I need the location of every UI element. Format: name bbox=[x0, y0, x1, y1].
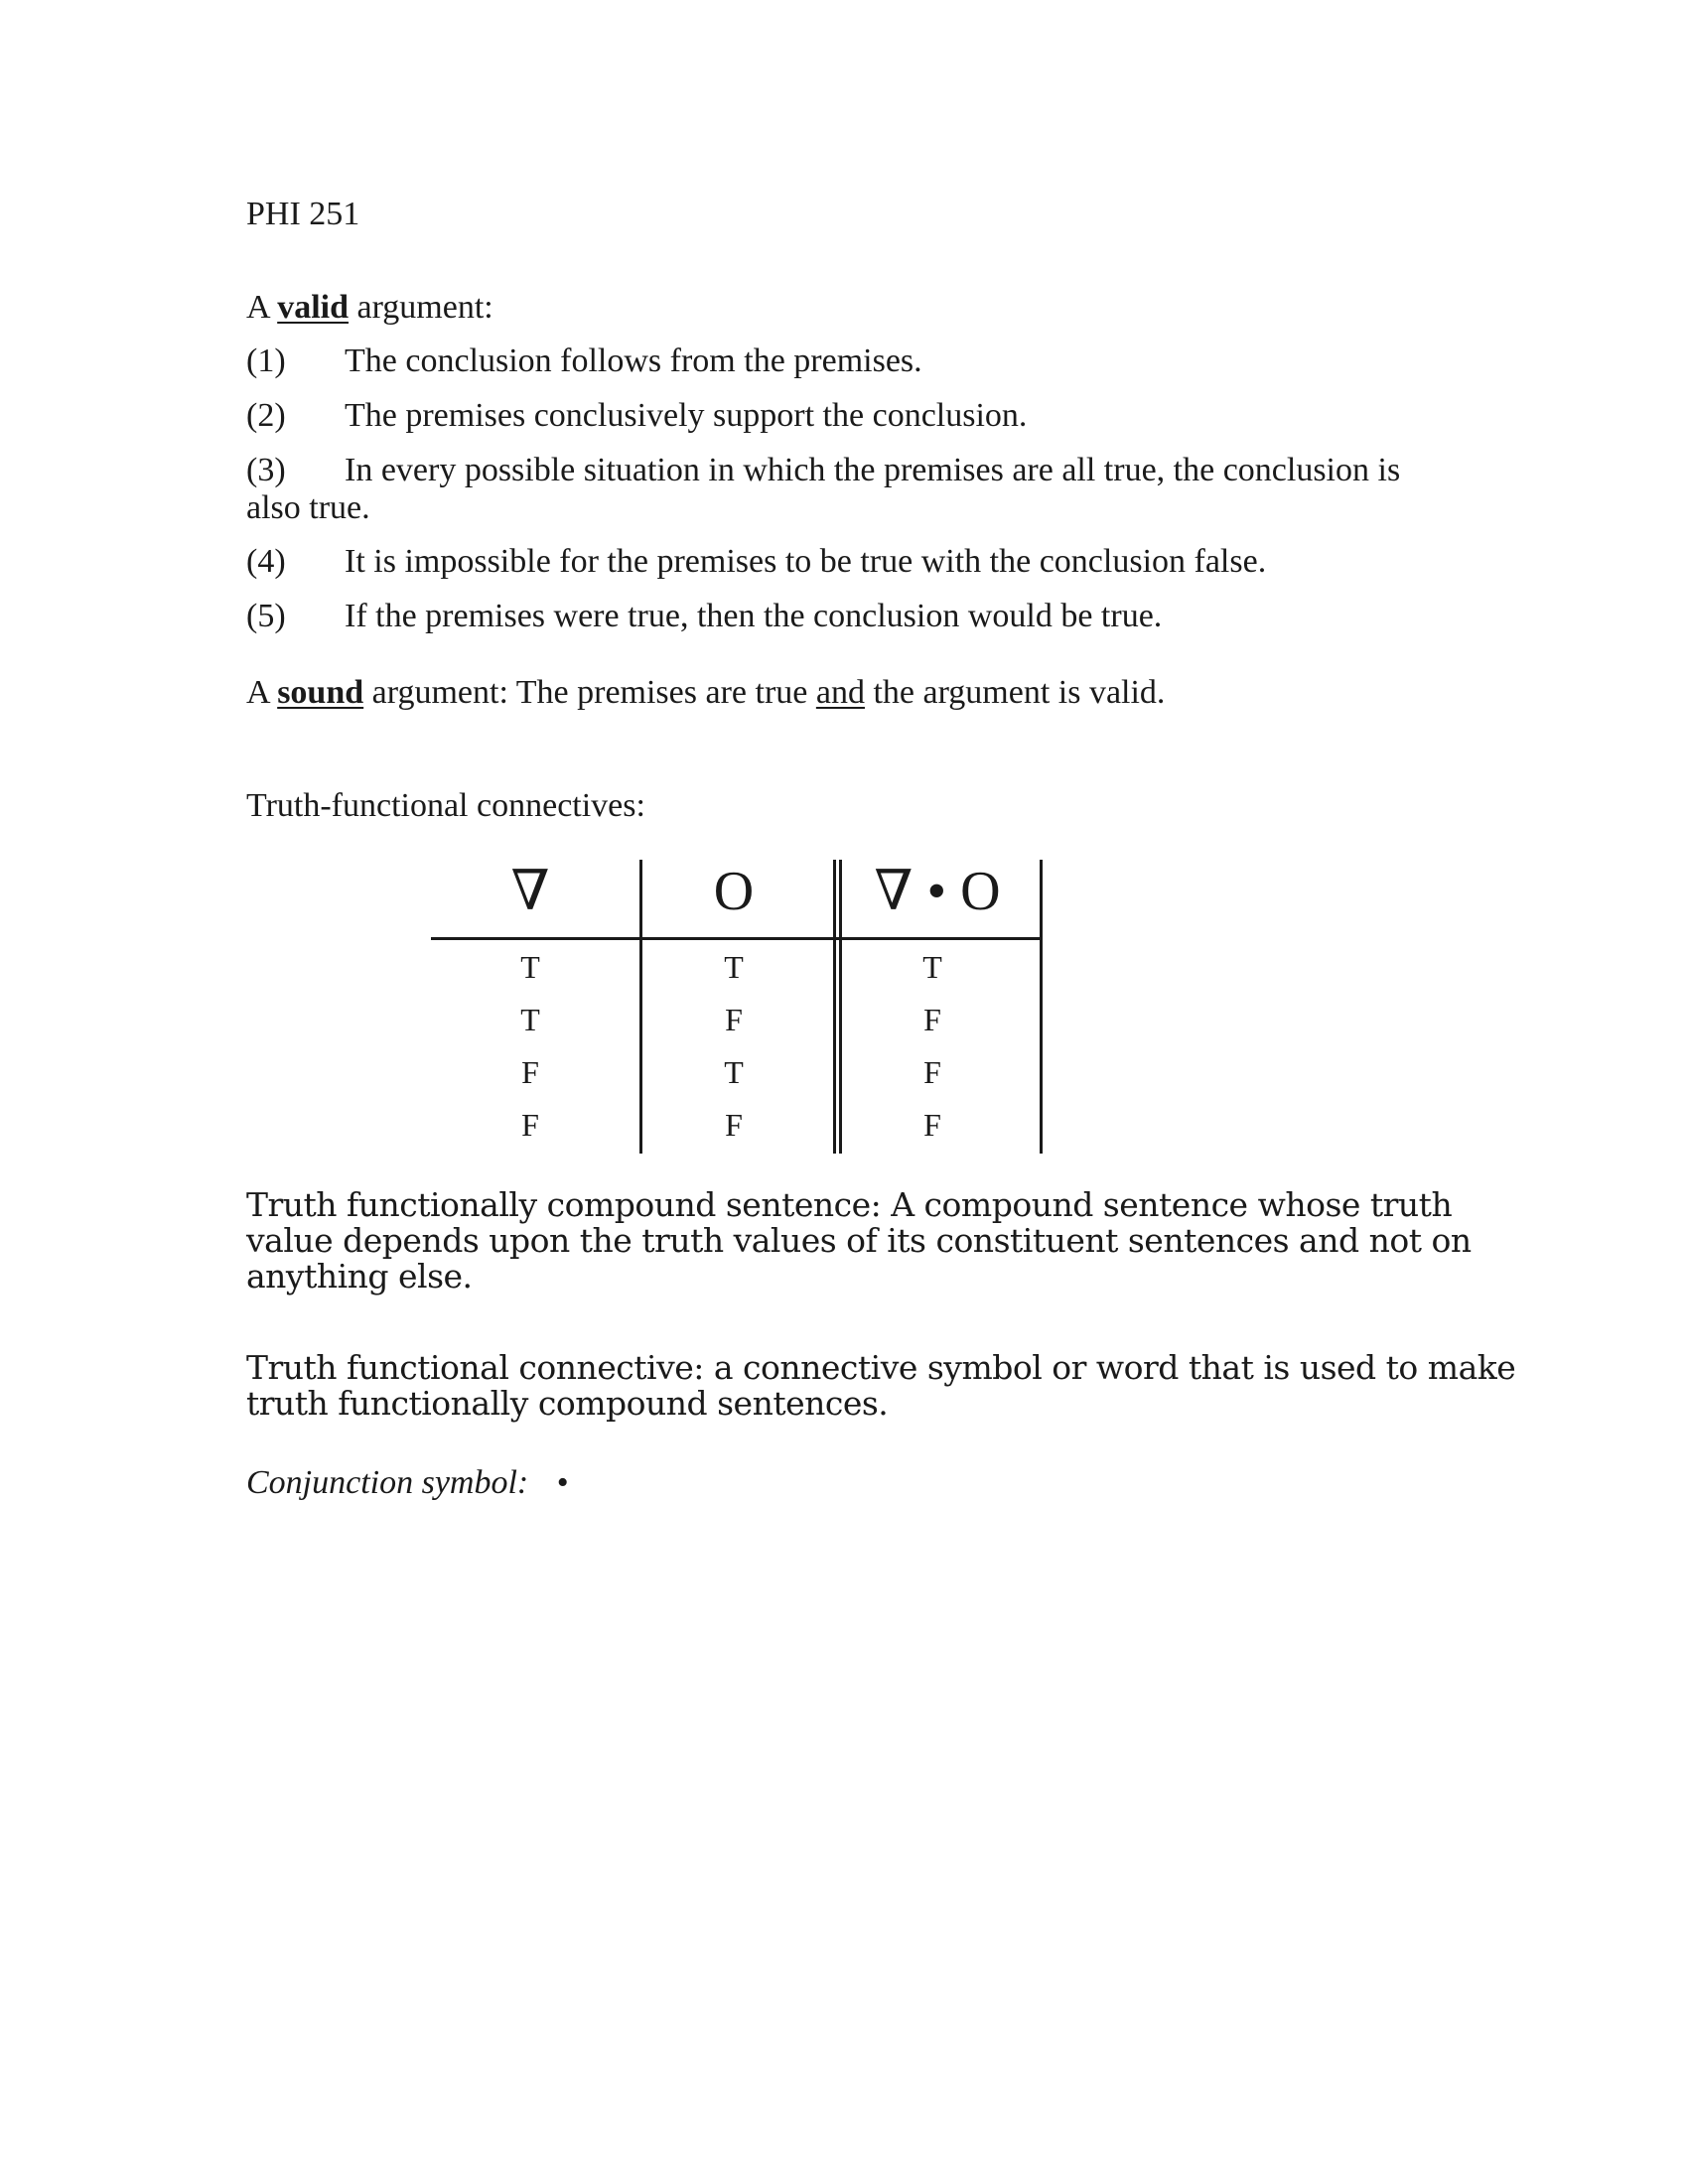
list-item-number: (5) bbox=[246, 598, 286, 634]
list-item-text: The premises conclusively support the conclusion. bbox=[345, 397, 1028, 434]
sound-term: sound bbox=[277, 674, 364, 711]
sound-middle: argument: The premises are true bbox=[363, 674, 816, 711]
table-cell: F bbox=[923, 1107, 941, 1143]
list-item-text: In every possible situation in which the premises are all true, the conclusion is bbox=[345, 452, 1401, 488]
list-item-number: (4) bbox=[246, 543, 286, 580]
definition-compound-line: Truth functionally compound sentence: A compound sentence whose truth bbox=[246, 1185, 1453, 1224]
sound-definition bbox=[246, 673, 1165, 713]
table-column-rule bbox=[833, 860, 836, 1154]
truth-table-header: ∇ bbox=[510, 861, 550, 922]
list-item bbox=[246, 396, 1438, 436]
table-cell: F bbox=[923, 1054, 941, 1090]
truth-table-header: ∇ • O bbox=[874, 861, 1001, 922]
table-cell: F bbox=[725, 1107, 743, 1143]
table-cell: T bbox=[724, 1054, 744, 1090]
truth-table bbox=[431, 860, 1043, 1154]
table-cell: F bbox=[521, 1107, 539, 1143]
list-item-number: (3) bbox=[246, 452, 286, 488]
list-item bbox=[246, 542, 1438, 582]
definition-compound-line: value depends upon the truth values of its constituent sentences and not on bbox=[246, 1221, 1472, 1260]
table-column-rule bbox=[1040, 860, 1043, 1154]
valid-suffix: argument: bbox=[349, 289, 493, 326]
table-cell: T bbox=[520, 949, 540, 985]
list-item bbox=[246, 341, 1438, 381]
table-cell: F bbox=[521, 1054, 539, 1090]
course-title: PHI 251 bbox=[246, 196, 360, 232]
table-column-rule bbox=[839, 860, 842, 1154]
table-cell: T bbox=[724, 949, 744, 985]
list-item-text: The conclusion follows from the premises. bbox=[345, 342, 922, 379]
truth-table-header: O bbox=[713, 861, 755, 922]
list-item bbox=[246, 451, 1438, 490]
definition-connective-line: truth functionally compound sentences. bbox=[246, 1384, 889, 1423]
valid-term: valid bbox=[277, 289, 349, 326]
table-column-rule bbox=[639, 860, 642, 1154]
conjunction-symbol: • bbox=[556, 1464, 569, 1501]
valid-prefix: A bbox=[246, 289, 278, 326]
conjunction-line bbox=[246, 1463, 569, 1503]
conjunction-label: Conjunction symbol: bbox=[246, 1464, 529, 1501]
list-item-number: (2) bbox=[246, 397, 286, 434]
table-cell: T bbox=[520, 1002, 540, 1037]
list-item-continuation: also true. bbox=[246, 489, 370, 526]
sound-and: and bbox=[815, 674, 865, 711]
list-item-text: It is impossible for the premises to be true with the conclusion false. bbox=[345, 543, 1267, 580]
definition-connective-line: Truth functional connective: a connective symbol or word that is used to make bbox=[246, 1348, 1516, 1387]
valid-heading bbox=[246, 288, 493, 328]
sound-suffix: the argument is valid. bbox=[864, 674, 1166, 711]
table-cell: F bbox=[923, 1002, 941, 1037]
connectives-heading: Truth-functional connectives: bbox=[246, 787, 645, 824]
table-cell: T bbox=[922, 949, 942, 985]
sound-prefix: A bbox=[246, 674, 278, 711]
list-item-number: (1) bbox=[246, 342, 286, 379]
list-item-text: If the premises were true, then the conclusion would be true. bbox=[345, 598, 1163, 634]
definition-compound-line: anything else. bbox=[246, 1257, 473, 1296]
table-cell: F bbox=[725, 1002, 743, 1037]
list-item bbox=[246, 597, 1438, 636]
table-header-rule bbox=[431, 937, 1043, 940]
